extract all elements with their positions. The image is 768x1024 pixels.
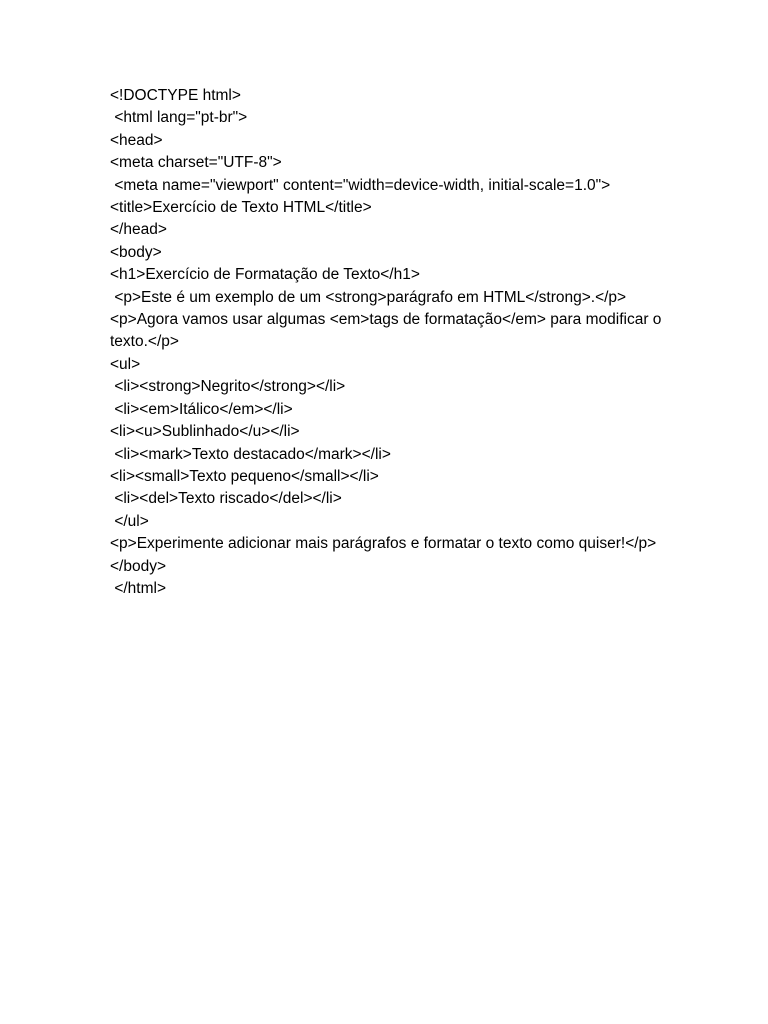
document-text <box>110 85 670 600</box>
text-line: <meta name="viewport" content="width=device-width, initial-scale=1.0"> <box>110 176 611 194</box>
text-line: <p>Este é um exemplo de um <strong>parágrafo em HTML</strong>.</p> <box>110 288 627 306</box>
text-line: <meta charset="UTF-8"> <box>110 154 282 172</box>
text-line: <li><small>Texto pequeno</small></li> <box>110 467 379 485</box>
text-line: </head> <box>110 221 167 239</box>
text-line: <body> <box>110 243 162 261</box>
text-line: <li><u>Sublinhado</u></li> <box>110 423 300 441</box>
text-line: <li><del>Texto riscado</del></li> <box>110 490 342 508</box>
text-line: <title>Exercício de Texto HTML</title> <box>110 199 372 217</box>
text-line: <p>Experimente adicionar mais parágrafos e formatar o texto como quiser!</p> <box>110 535 657 553</box>
text-line: </ul> <box>110 512 149 530</box>
text-line: <li><strong>Negrito</strong></li> <box>110 378 346 396</box>
text-line: <h1>Exercício de Formatação de Texto</h1> <box>110 266 420 284</box>
text-line: <li><mark>Texto destacado</mark></li> <box>110 445 391 463</box>
text-line: <li><em>Itálico</em></li> <box>110 400 293 418</box>
text-line: <p>Agora vamos usar algumas <em>tags de formatação</em> para modificar o texto.</p> <box>110 311 666 351</box>
text-line: <ul> <box>110 355 141 373</box>
text-line: <html lang="pt-br"> <box>110 109 248 127</box>
text-line: <!DOCTYPE html> <box>110 87 241 104</box>
text-line: <head> <box>110 131 163 149</box>
text-line: </body> <box>110 557 167 575</box>
text-line: </html> <box>110 579 167 597</box>
